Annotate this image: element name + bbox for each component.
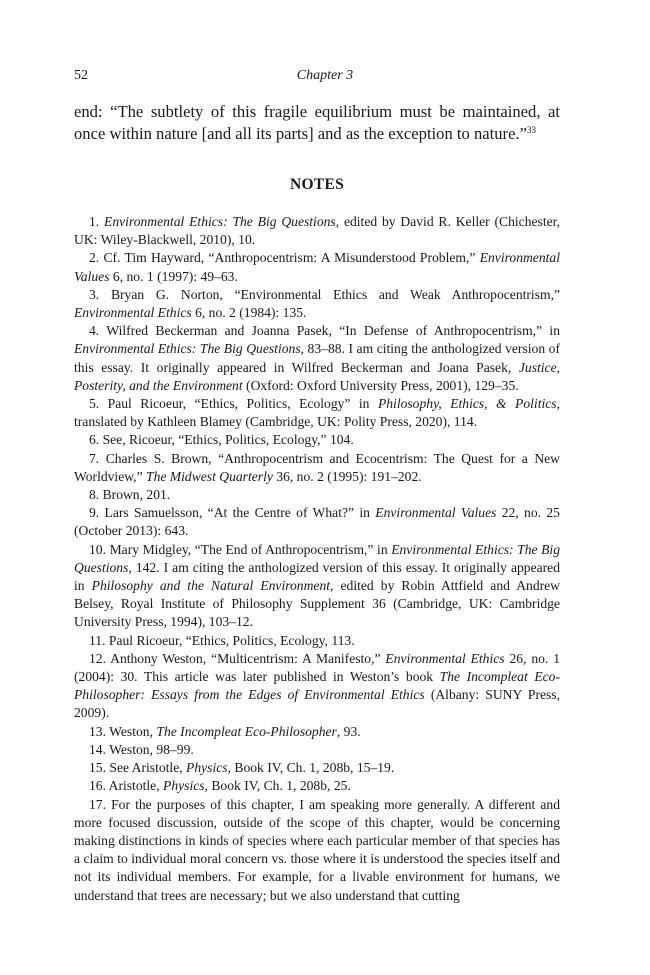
note-text: 6. See, Ricoeur, “Ethics, Politics, Ecology,” 104. (89, 432, 354, 448)
note-text: 2. Cf. Tim Hayward, “Anthropocentrism: A Misunderstood Problem,” (89, 250, 480, 266)
note-item (74, 286, 560, 322)
note-title-italic: The Incompleat Eco-Philosopher (156, 723, 337, 739)
note-item (74, 723, 560, 741)
notes-heading: NOTES (289, 176, 345, 193)
note-title-italic: Physics (186, 760, 228, 776)
note-title-italic: Philosophy, Ethics, & Politics (377, 396, 557, 412)
note-text: 16. Aristotle, (89, 778, 164, 794)
note-text: (Oxford: Oxford University Press, 2001), 129–35. (242, 377, 519, 393)
note-item (74, 213, 560, 249)
note-item (74, 759, 560, 777)
note-title-italic: Justice, Posterity, and the Environment (74, 359, 560, 393)
note-item (74, 249, 560, 285)
note-title-italic: Environmental Ethics (74, 305, 192, 321)
note-text: 7. Charles S. Brown, “Anthropocentrism and Ecocentrism: The Quest for a New Worldview,” (74, 450, 560, 484)
note-title-italic: Environmental Values (74, 250, 560, 284)
footnote-reference: 33 (526, 125, 536, 135)
note-text: , 83–88. I am citing the anthologized version of this essay. It originally appeared in Wilfred Beckerman and Joana Pasek, (74, 341, 560, 375)
note-text: 8. Brown, 201. (89, 487, 171, 503)
note-title-italic: Environmental Ethics: The Big Questions (104, 214, 336, 229)
note-title-italic: Environmental Ethics (385, 650, 505, 666)
note-item (74, 741, 560, 759)
notes-list (74, 213, 560, 905)
note-text: 13. Weston, (89, 723, 157, 739)
note-title-italic: The Midwest Quarterly (146, 468, 273, 484)
note-text: 11. Paul Ricoeur, “Ethics, Politics, Ecology, 113. (89, 632, 355, 648)
note-item (74, 650, 560, 723)
note-title-italic: Environmental Values (375, 505, 497, 521)
note-text: , 93. (336, 723, 361, 739)
note-item (74, 632, 560, 650)
note-text: 9. Lars Samuelsson, “At the Centre of What?” in (89, 505, 376, 521)
note-text: 1. (89, 214, 105, 229)
page-header (74, 68, 576, 88)
note-title-italic: Physics (163, 778, 205, 794)
page-number: 52 (74, 68, 88, 83)
note-item (74, 431, 560, 449)
body-paragraph (74, 101, 560, 145)
note-text: , Book IV, Ch. 1, 208b, 15–19. (227, 760, 395, 776)
note-text: 36, no. 2 (1995): 191–202. (272, 468, 422, 484)
note-text: 6, no. 1 (1997): 49–63. (109, 268, 238, 284)
note-text: , 142. I am citing the anthologized version of this essay. It originally appeared in (74, 559, 560, 594)
body-text: end: “The subtlety of this fragile equilibrium must be maintained, at once within nature [and all its parts] and as the exception to nature.” (74, 102, 560, 143)
note-text: , Book IV, Ch. 1, 208b, 25. (204, 778, 351, 794)
note-text: 22, no. 25 (October 2013): 643. (74, 505, 560, 539)
note-item (74, 322, 560, 395)
note-title-italic: Environmental Ethics: The Big Questions (74, 341, 301, 357)
note-text: (Albany: SUNY Press, 2009). (74, 687, 561, 721)
note-text: 15. See Aristotle, (89, 760, 187, 776)
note-item (74, 395, 560, 431)
note-text: , edited by David R. Keller (Chichester, UK: Wiley-Blackwell, 2010), 10. (74, 214, 561, 248)
note-item (74, 777, 560, 795)
note-title-italic: Philosophy and the Natural Environment (91, 578, 331, 594)
note-item (74, 541, 560, 632)
note-item (74, 504, 560, 540)
note-text: 14. Weston, 98–99. (89, 741, 194, 757)
note-text: 10. Mary Midgley, “The End of Anthropocentrism,” in (89, 541, 392, 557)
note-text: 26, no. 1 (2004): 30. This article was later published in Weston’s book (74, 650, 560, 685)
running-head: Chapter 3 (296, 68, 354, 83)
note-text: 4. Wilfred Beckerman and Joanna Pasek, “In Defense of Anthropocentrism,” in (89, 323, 560, 339)
note-text: 5. Paul Ricoeur, “Ethics, Politics, Ecology” in (89, 396, 378, 412)
note-text: 12. Anthony Weston, “Multicentrism: A Manifesto,” (89, 650, 386, 666)
note-item (74, 486, 560, 504)
note-title-italic: The Incompleat Eco-Philosopher: Essays from the Edges of Environmental Ethics (74, 669, 560, 703)
note-text: 6, no. 2 (1984): 135. (191, 305, 307, 321)
note-text: 17. For the purposes of this chapter, I am speaking more generally. A different and more focused discussion, outside of the scope of this chapter, would be concerning making distinctions in kinds of species where each particular member of that species has a claim to individual moral concern vs. those where it is understood the species itself and not its individual members. For example, for a livable environment for humans, we understand that trees are necessary; but we also understand that cutting (74, 796, 560, 903)
note-text: , translated by Kathleen Blamey (Cambridge, UK: Polity Press, 2020), 114. (74, 396, 560, 430)
note-title-italic: Environmental Ethics: The Big Questions (74, 541, 560, 575)
note-item (74, 450, 560, 486)
note-text: , edited by Robin Attfield and Andrew Belsey, Royal Institute of Philosophy Supplement 36 (Cambridge, UK: Cambridge University Press, 1994), 103–12. (74, 578, 561, 630)
note-item (74, 796, 560, 905)
note-text: 3. Bryan G. Norton, “Environmental Ethics and Weak Anthropocentrism,” (89, 286, 560, 302)
